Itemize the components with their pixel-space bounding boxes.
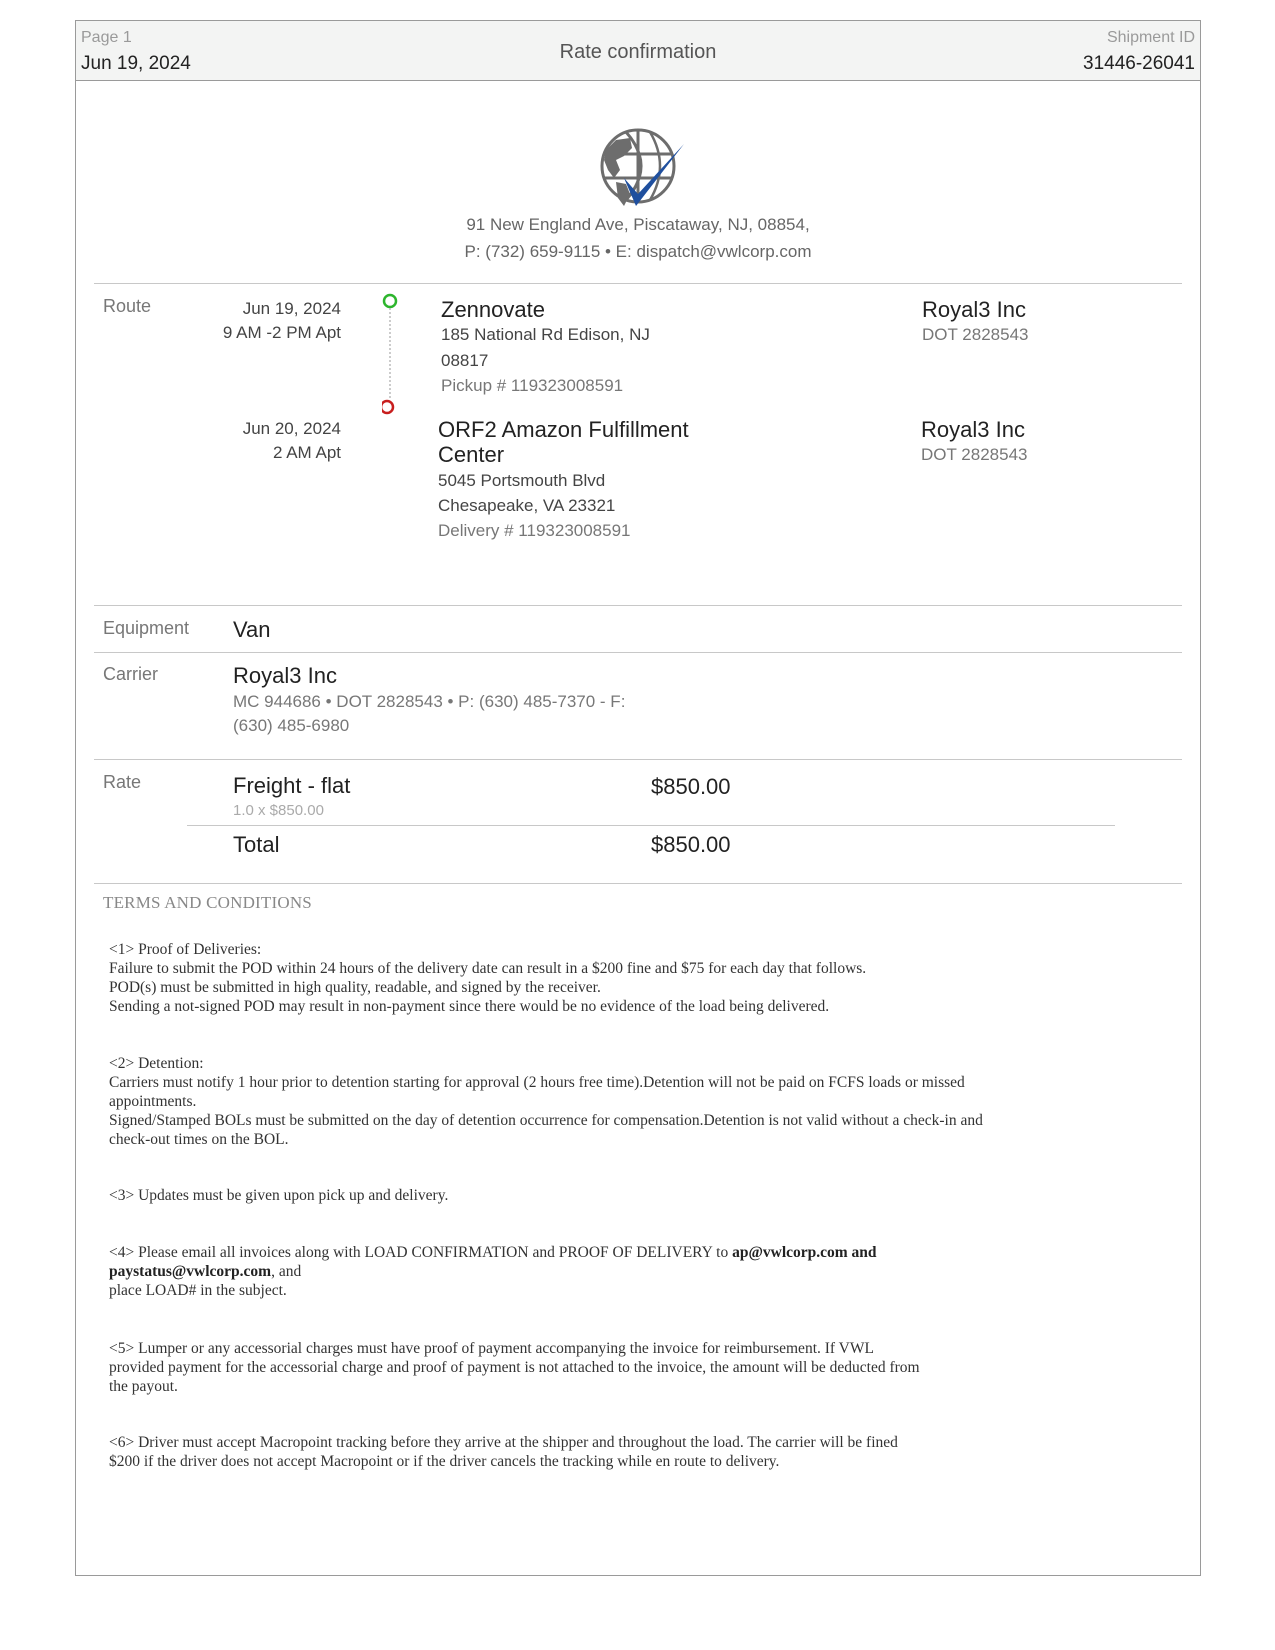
- terms-2-line: Signed/Stamped BOLs must be submitted on the day of detention occurrence for compensation.Detention is not valid without a check-in and: [109, 1112, 983, 1129]
- carrier-label: Carrier: [103, 664, 159, 684]
- delivery-date: Jun 20, 2024: [242, 419, 341, 438]
- pickup-name: Zennovate: [441, 297, 545, 322]
- divider: [94, 283, 1182, 284]
- delivery-number: Delivery # 119323008591: [438, 521, 631, 540]
- terms-3-line: <3> Updates must be given upon pick up and delivery.: [109, 1187, 449, 1204]
- company-address: 91 New England Ave, Piscataway, NJ, 08854,: [466, 215, 810, 234]
- rate-confirmation-page: [75, 20, 1201, 1576]
- terms-5: [109, 1339, 1119, 1396]
- rate-item-detail: 1.0 x $850.00: [233, 802, 324, 819]
- carrier-details-2: (630) 485-6980: [233, 716, 350, 735]
- delivery-address-2: Chesapeake, VA 23321: [438, 496, 616, 515]
- terms-5-line: the payout.: [109, 1378, 178, 1395]
- divider: [94, 652, 1182, 653]
- rate-total-label: Total: [233, 832, 280, 857]
- terms-3: [109, 1186, 1119, 1205]
- terms-4-line: place LOAD# in the subject.: [109, 1282, 287, 1299]
- terms-4: [109, 1243, 1119, 1300]
- rate-total-amount: $850.00: [651, 832, 731, 857]
- delivery-address-1: 5045 Portsmouth Blvd: [438, 471, 606, 490]
- divider: [94, 759, 1182, 760]
- terms-1-line: Failure to submit the POD within 24 hours of the delivery date can result in a $200 fine and $75 for each day that follows.: [109, 960, 867, 977]
- paystatus-email: paystatus@vwlcorp.com: [109, 1263, 272, 1280]
- shipment-id: 31446-26041: [1083, 53, 1195, 74]
- pickup-number: Pickup # 119323008591: [441, 376, 624, 395]
- rate-label: Rate: [103, 772, 142, 792]
- terms-6-line: $200 if the driver does not accept Macropoint or if the driver cancels the tracking while en route to delivery.: [109, 1453, 780, 1470]
- rate-subdivider: [187, 825, 1115, 826]
- equipment-value: Van: [233, 617, 271, 642]
- terms-1: [109, 940, 1119, 1016]
- delivery-time: 2 AM Apt: [272, 443, 341, 462]
- rate-item: Freight - flat: [233, 773, 351, 798]
- terms-2-line: Carriers must notify 1 hour prior to detention starting for approval (2 hours free time).Detention will not be paid on FCFS loads or missed: [109, 1074, 965, 1091]
- pickup-address-1: 185 National Rd Edison, NJ: [441, 325, 650, 344]
- pickup-time: 9 AM -2 PM Apt: [222, 323, 341, 342]
- terms-1-line: Sending a not-signed POD may result in non-payment since there would be no evidence of the load being delivered.: [109, 998, 830, 1015]
- carrier-name: Royal3 Inc: [233, 663, 337, 688]
- globe-checkmark-logo-icon: [586, 126, 696, 224]
- shipment-id-label: Shipment ID: [1106, 29, 1195, 46]
- terms-5-line: <5> Lumper or any accessorial charges must have proof of payment accompanying the invoice for reimbursement. If VWL: [109, 1340, 874, 1357]
- divider: [94, 883, 1182, 884]
- page-header: [76, 21, 1200, 81]
- terms-6-line: <6> Driver must accept Macropoint tracking before they arrive at the shipper and throughout the load. The carrier will be fined: [109, 1434, 898, 1451]
- terms-5-line: provided payment for the accessorial charge and proof of payment is not attached to the invoice, the amount will be deducted from: [109, 1359, 920, 1376]
- pickup-carrier: Royal3 Inc: [922, 297, 1026, 322]
- rate-item-amount: $850.00: [651, 774, 731, 799]
- invoice-email: ap@vwlcorp.com and: [732, 1244, 877, 1261]
- terms-2: [109, 1054, 1119, 1149]
- terms-4-text: , and: [271, 1263, 302, 1280]
- carrier-details-1: MC 944686 • DOT 2828543 • P: (630) 485-7370 - F:: [233, 692, 626, 711]
- terms-1-line: POD(s) must be submitted in high quality, readable, and signed by the receiver.: [109, 979, 601, 996]
- terms-2-heading: <2> Detention:: [109, 1055, 204, 1072]
- delivery-carrier-dot: DOT 2828543: [921, 445, 1028, 464]
- terms-1-heading: <1> Proof of Deliveries:: [109, 941, 262, 958]
- pickup-address-2: 08817: [441, 351, 489, 370]
- page-number: Page 1: [81, 29, 132, 46]
- pickup-carrier-dot: DOT 2828543: [922, 325, 1029, 344]
- divider: [94, 605, 1182, 606]
- terms-2-line: appointments.: [109, 1093, 197, 1110]
- terms-6: [109, 1433, 1119, 1471]
- document-title: Rate confirmation: [559, 41, 717, 63]
- terms-title: TERMS AND CONDITIONS: [103, 893, 312, 912]
- route-label: Route: [103, 296, 152, 316]
- delivery-marker-icon: [382, 401, 393, 413]
- document-date: Jun 19, 2024: [81, 53, 191, 74]
- delivery-name-2: Center: [438, 442, 505, 467]
- terms-2-line: check-out times on the BOL.: [109, 1131, 289, 1148]
- company-contact: P: (732) 659-9115 • E: dispatch@vwlcorp.com: [464, 242, 812, 261]
- terms-4-text: <4> Please email all invoices along with LOAD CONFIRMATION and PROOF OF DELIVERY to: [109, 1244, 733, 1261]
- delivery-carrier: Royal3 Inc: [921, 417, 1025, 442]
- route-timeline: [382, 293, 398, 417]
- pickup-marker-icon: [384, 295, 396, 307]
- equipment-label: Equipment: [103, 618, 190, 638]
- pickup-date: Jun 19, 2024: [242, 299, 341, 318]
- delivery-name-1: ORF2 Amazon Fulfillment: [438, 417, 689, 442]
